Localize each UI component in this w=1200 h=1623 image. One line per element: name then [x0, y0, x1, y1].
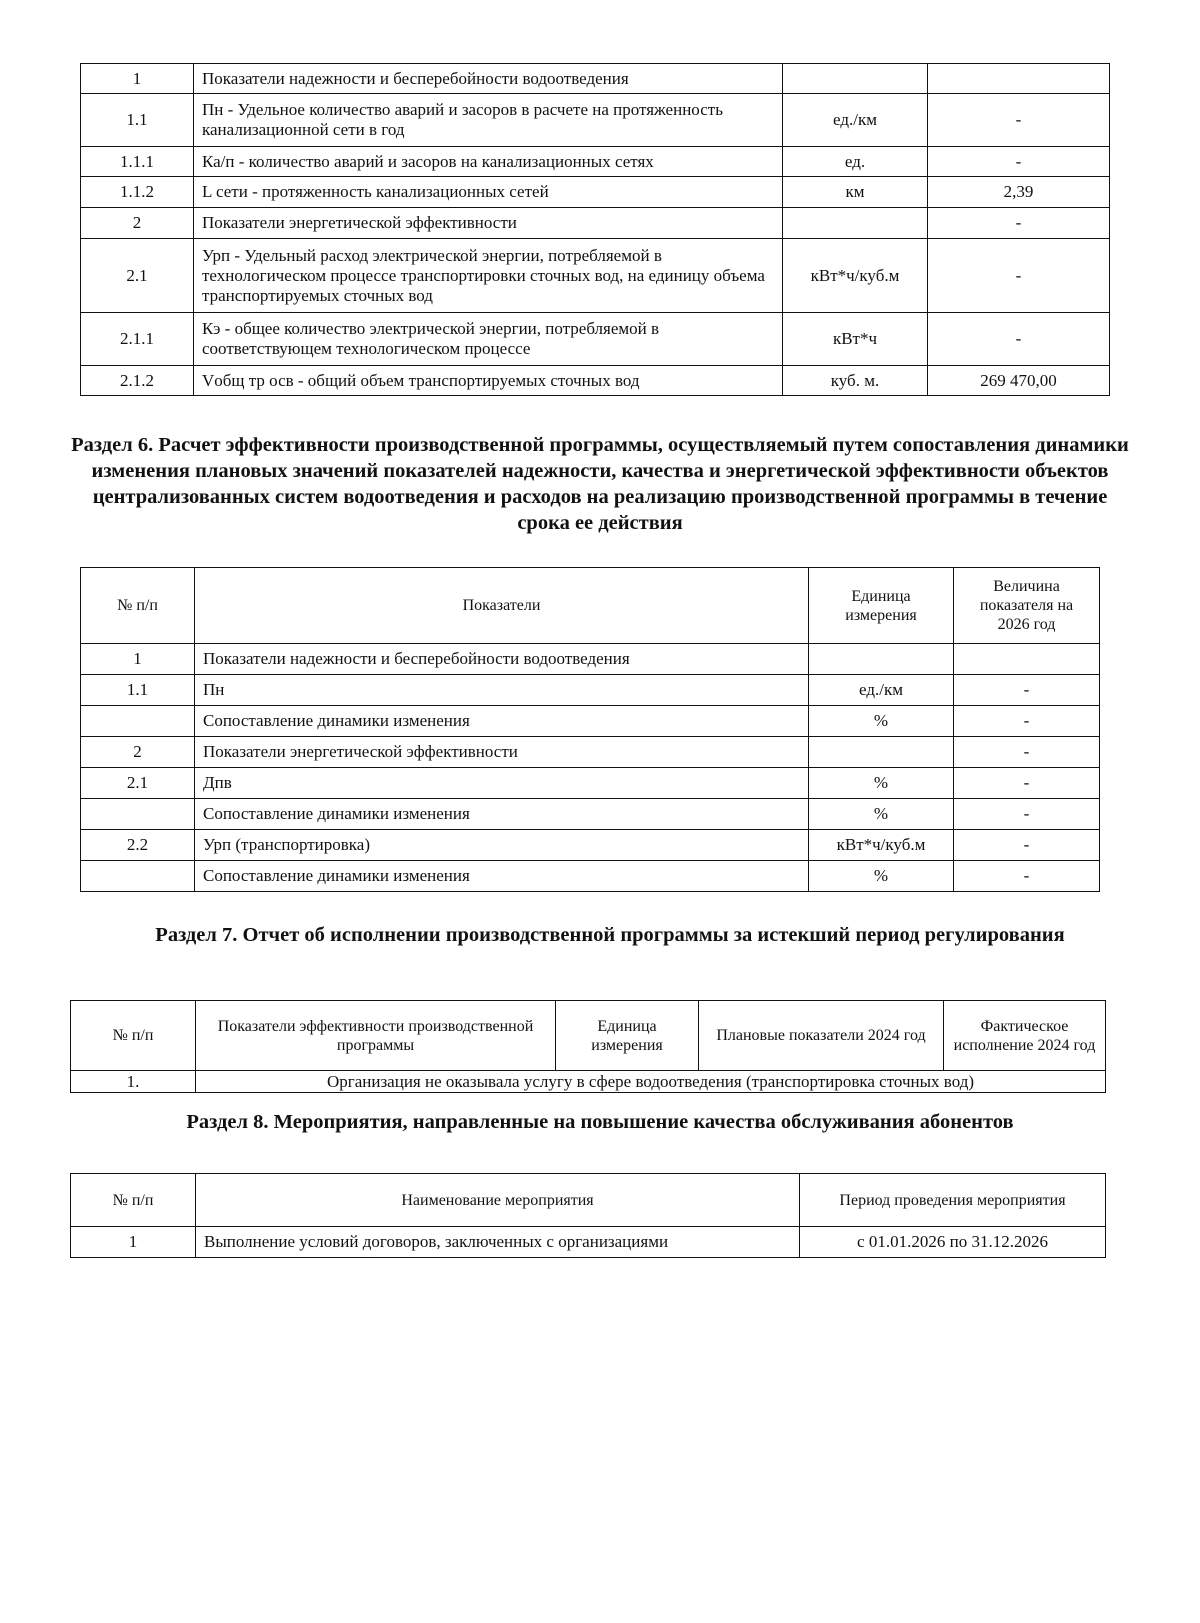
- indicator-value: -: [954, 737, 1100, 768]
- indicator-value: -: [954, 706, 1100, 737]
- table-row: [71, 1227, 1106, 1258]
- row-number: 2.1: [81, 768, 195, 799]
- row-number: 1.1: [81, 675, 195, 706]
- indicator-unit: ед.: [783, 147, 928, 177]
- row-number: [81, 706, 195, 737]
- indicator-unit: [809, 737, 954, 768]
- indicator-value: [954, 644, 1100, 675]
- indicator-unit: ед./км: [809, 675, 954, 706]
- indicator-unit: куб. м.: [783, 366, 928, 396]
- section-6-title: Раздел 6. Расчет эффективности производственной программы, осуществляемый путем сопоставления динамики изменения плановых значений показателей надежности, качества и энергетической эффективности объектов централизованных систем водоотведения и расходов на реализацию производственной программы в течение срока ее действия: [71, 434, 1129, 534]
- header-efficiency-indicators: Показатели эффективности производственной программы: [196, 1001, 556, 1071]
- indicator-unit: %: [809, 799, 954, 830]
- indicator-unit: км: [783, 177, 928, 208]
- indicator-unit: ед./км: [783, 94, 928, 147]
- indicator-name: Пн - Удельное количество аварий и засоров в расчете на протяженность канализационной сети в год: [194, 94, 783, 147]
- row-number: [81, 861, 195, 892]
- indicator-unit: кВт*ч: [783, 313, 928, 366]
- header-value-2026: Величина показателя на 2026 год: [954, 568, 1100, 644]
- report-note: Организация не оказывала услугу в сфере водоотведения (транспортировка сточных вод): [196, 1071, 1106, 1093]
- table-header-row: [71, 1001, 1106, 1071]
- row-number: 2.1.1: [81, 313, 194, 366]
- row-number: [81, 799, 195, 830]
- header-measure-name: Наименование мероприятия: [196, 1174, 800, 1227]
- table-row: [81, 64, 1110, 94]
- indicator-unit: [809, 644, 954, 675]
- indicator-name: Ка/п - количество аварий и засоров на канализационных сетях: [194, 147, 783, 177]
- efficiency-table: [80, 567, 1100, 892]
- table-row: [71, 1071, 1106, 1093]
- indicator-name: Показатели энергетической эффективности: [194, 208, 783, 239]
- indicator-name: Сопоставление динамики изменения: [195, 799, 809, 830]
- indicator-unit: %: [809, 768, 954, 799]
- indicator-name: Показатели надежности и бесперебойности водоотведения: [195, 644, 809, 675]
- header-number: № п/п: [71, 1174, 196, 1227]
- indicator-name: Показатели надежности и бесперебойности водоотведения: [194, 64, 783, 94]
- measures-table: [70, 1173, 1106, 1258]
- row-number: 1.1: [81, 94, 194, 147]
- indicator-value: [928, 64, 1110, 94]
- indicator-value: -: [928, 94, 1110, 147]
- header-number: № п/п: [81, 568, 195, 644]
- row-number: 1.1.2: [81, 177, 194, 208]
- table-row: [81, 239, 1110, 313]
- row-number: 1.: [71, 1071, 196, 1093]
- indicator-unit: [783, 208, 928, 239]
- row-number: 2.1.2: [81, 366, 194, 396]
- row-number: 2.2: [81, 830, 195, 861]
- table-row: [81, 830, 1100, 861]
- header-indicators: Показатели: [195, 568, 809, 644]
- header-unit: Единица измерения: [556, 1001, 699, 1071]
- table-row: [81, 366, 1110, 396]
- table-row: [81, 644, 1100, 675]
- indicator-value: 269 470,00: [928, 366, 1110, 396]
- row-number: 1: [71, 1227, 196, 1258]
- table-row: [81, 94, 1110, 147]
- indicator-unit: [783, 64, 928, 94]
- header-plan-2024: Плановые показатели 2024 год: [699, 1001, 944, 1071]
- table-row: [81, 208, 1110, 239]
- header-unit: Единица измерения: [809, 568, 954, 644]
- table-row: [81, 768, 1100, 799]
- indicator-name: Сопоставление динамики изменения: [195, 861, 809, 892]
- table-header-row: [81, 568, 1100, 644]
- row-number: 1: [81, 64, 194, 94]
- section-7-title: Раздел 7. Отчет об исполнении производственной программы за истекший период регулирования: [155, 924, 1065, 946]
- indicator-name: Vобщ тр осв - общий объем транспортируемых сточных вод: [194, 366, 783, 396]
- row-number: 2.1: [81, 239, 194, 313]
- measure-period: с 01.01.2026 по 31.12.2026: [800, 1227, 1106, 1258]
- table-row: [81, 706, 1100, 737]
- table-row: [81, 799, 1100, 830]
- indicator-unit: кВт*ч/куб.м: [783, 239, 928, 313]
- table-row: [81, 861, 1100, 892]
- indicator-name: Сопоставление динамики изменения: [195, 706, 809, 737]
- table-row: [81, 177, 1110, 208]
- indicator-value: -: [954, 799, 1100, 830]
- indicator-value: -: [954, 861, 1100, 892]
- indicators-table: [80, 63, 1110, 396]
- header-number: № п/п: [71, 1001, 196, 1071]
- table-header-row: [71, 1174, 1106, 1227]
- indicator-value: -: [954, 675, 1100, 706]
- indicator-unit: %: [809, 861, 954, 892]
- indicator-value: -: [928, 313, 1110, 366]
- indicator-name: Пн: [195, 675, 809, 706]
- row-number: 1.1.1: [81, 147, 194, 177]
- indicator-name: Урп (транспортировка): [195, 830, 809, 861]
- section-8-title: Раздел 8. Мероприятия, направленные на повышение качества обслуживания абонентов: [186, 1111, 1014, 1133]
- indicator-name: Урп - Удельный расход электрической энергии, потребляемой в технологическом процессе транспортировки сточных вод, на единицу объема транспортируемых сточных вод: [194, 239, 783, 313]
- row-number: 2: [81, 737, 195, 768]
- indicator-value: -: [928, 208, 1110, 239]
- indicator-value: -: [954, 768, 1100, 799]
- indicator-unit: кВт*ч/куб.м: [809, 830, 954, 861]
- indicator-value: -: [928, 147, 1110, 177]
- indicator-name: Дпв: [195, 768, 809, 799]
- table-row: [81, 737, 1100, 768]
- indicator-name: Показатели энергетической эффективности: [195, 737, 809, 768]
- indicator-value: 2,39: [928, 177, 1110, 208]
- indicator-value: -: [928, 239, 1110, 313]
- indicator-unit: %: [809, 706, 954, 737]
- report-table: [70, 1000, 1106, 1093]
- indicator-name: L сети - протяженность канализационных сетей: [194, 177, 783, 208]
- indicator-name: Кэ - общее количество электрической энергии, потребляемой в соответствующем технологическом процессе: [194, 313, 783, 366]
- header-fact-2024: Фактическое исполнение 2024 год: [944, 1001, 1106, 1071]
- table-row: [81, 675, 1100, 706]
- header-period: Период проведения мероприятия: [800, 1174, 1106, 1227]
- row-number: 1: [81, 644, 195, 675]
- row-number: 2: [81, 208, 194, 239]
- table-row: [81, 147, 1110, 177]
- measure-name: Выполнение условий договоров, заключенных с организациями: [196, 1227, 800, 1258]
- table-row: [81, 313, 1110, 366]
- indicator-value: -: [954, 830, 1100, 861]
